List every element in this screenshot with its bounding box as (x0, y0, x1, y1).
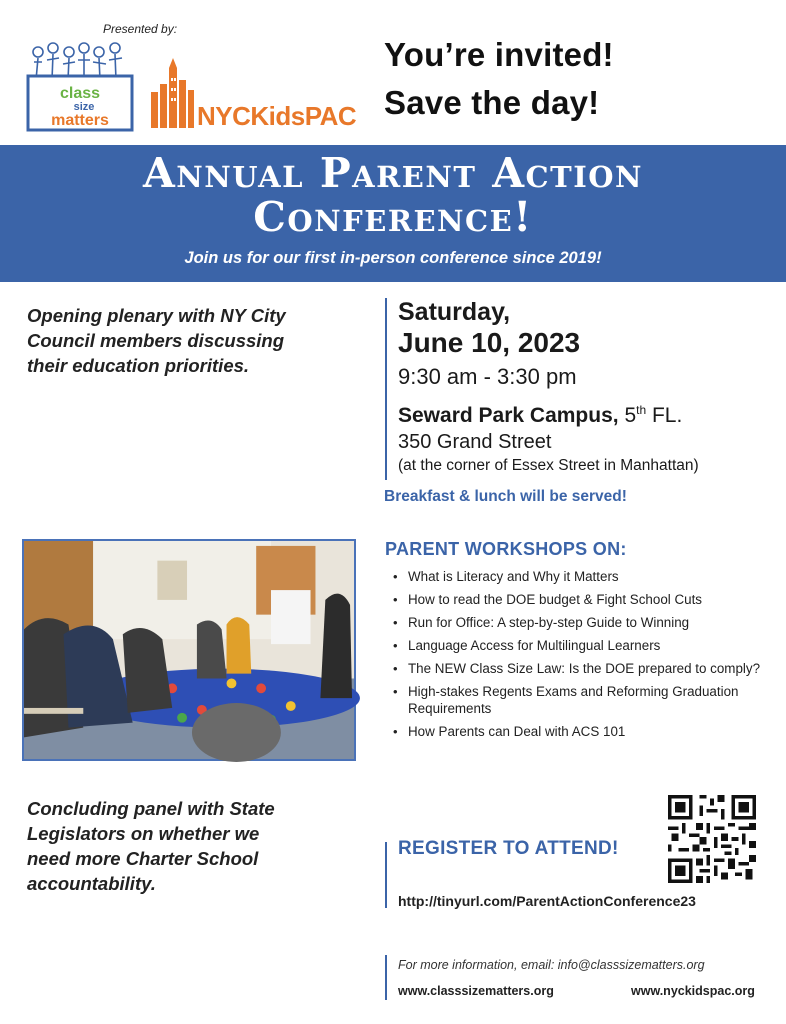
opening-line: their education priorities. (27, 355, 250, 376)
presented-by-label: Presented by: (103, 22, 178, 36)
conference-title-line2: Conference! (253, 193, 533, 241)
list-item: • High-stakes Regents Exams and Reforming Graduation Requirements (393, 683, 763, 717)
save-the-day-headline: Save the day! (384, 84, 600, 121)
event-date: June 10, 2023 (398, 327, 581, 358)
venue-floor-number: 5 (624, 404, 637, 427)
more-info-email: For more information, email: info@classsizematters.org (398, 958, 705, 972)
event-time: 9:30 am - 3:30 pm (398, 364, 577, 389)
workshop-photo (22, 539, 356, 761)
list-item: • How Parents can Deal with ACS 101 (393, 723, 763, 740)
venue-name: Seward Park Campus, (398, 404, 619, 427)
banner-subtitle: Join us for our first in-person conference since 2019! (184, 249, 602, 267)
csm-logo-class: class (59, 85, 101, 102)
workshops-list (393, 568, 763, 746)
concluding-panel-text (27, 796, 357, 896)
list-item: • Run for Office: A step-by-step Guide to Winning (393, 614, 763, 631)
register-link[interactable]: http://tinyurl.com/ParentActionConference23 (398, 893, 696, 909)
opening-line: Opening plenary with NY City (27, 305, 286, 326)
concluding-line: accountability. (27, 873, 156, 894)
register-heading: REGISTER TO ATTEND! (398, 838, 619, 859)
list-item: • The NEW Class Size Law: Is the DOE prepared to comply? (393, 660, 763, 677)
class-size-matters-logo (26, 40, 136, 132)
venue-floor-suffix: th (636, 403, 647, 417)
classsizematters-link[interactable]: www.classsizematters.org (398, 984, 554, 998)
csm-logo-size: size (73, 101, 95, 113)
concluding-line: need more Charter School (27, 848, 259, 869)
qr-code-icon[interactable] (668, 795, 756, 883)
register-divider (385, 842, 387, 908)
event-venue (398, 403, 682, 428)
nyc-kids-pac-logo (145, 58, 357, 131)
venue-floor-label: FL. (651, 404, 683, 427)
meals-note: Breakfast & lunch will be served! (384, 488, 627, 505)
footer-divider (385, 955, 387, 1000)
nyckidspac-link[interactable]: www.nyckidspac.org (631, 984, 755, 998)
csm-logo-matters: matters (51, 112, 109, 129)
list-item: • Language Access for Multilingual Learners (393, 637, 763, 654)
invite-headline: You’re invited! (384, 36, 614, 73)
nyc-logo-wordmark: NYCKidsPAC (197, 101, 357, 131)
list-item: • How to read the DOE budget & Fight School Cuts (393, 591, 763, 608)
conference-title-line1: Annual Parent Action (142, 149, 644, 197)
event-day: Saturday, (398, 298, 511, 326)
concluding-line: Legislators on whether we (27, 823, 260, 844)
opening-line: Council members discussing (27, 330, 285, 351)
title-banner (0, 145, 786, 282)
event-address-note: (at the corner of Essex Street in Manhattan) (398, 457, 699, 474)
event-divider (385, 298, 387, 480)
event-address: 350 Grand Street (398, 431, 552, 453)
workshops-heading: PARENT WORKSHOPS ON: (385, 539, 627, 559)
opening-plenary-text (27, 303, 357, 378)
list-item: • What is Literacy and Why it Matters (393, 568, 763, 585)
concluding-line: Concluding panel with State (27, 798, 275, 819)
